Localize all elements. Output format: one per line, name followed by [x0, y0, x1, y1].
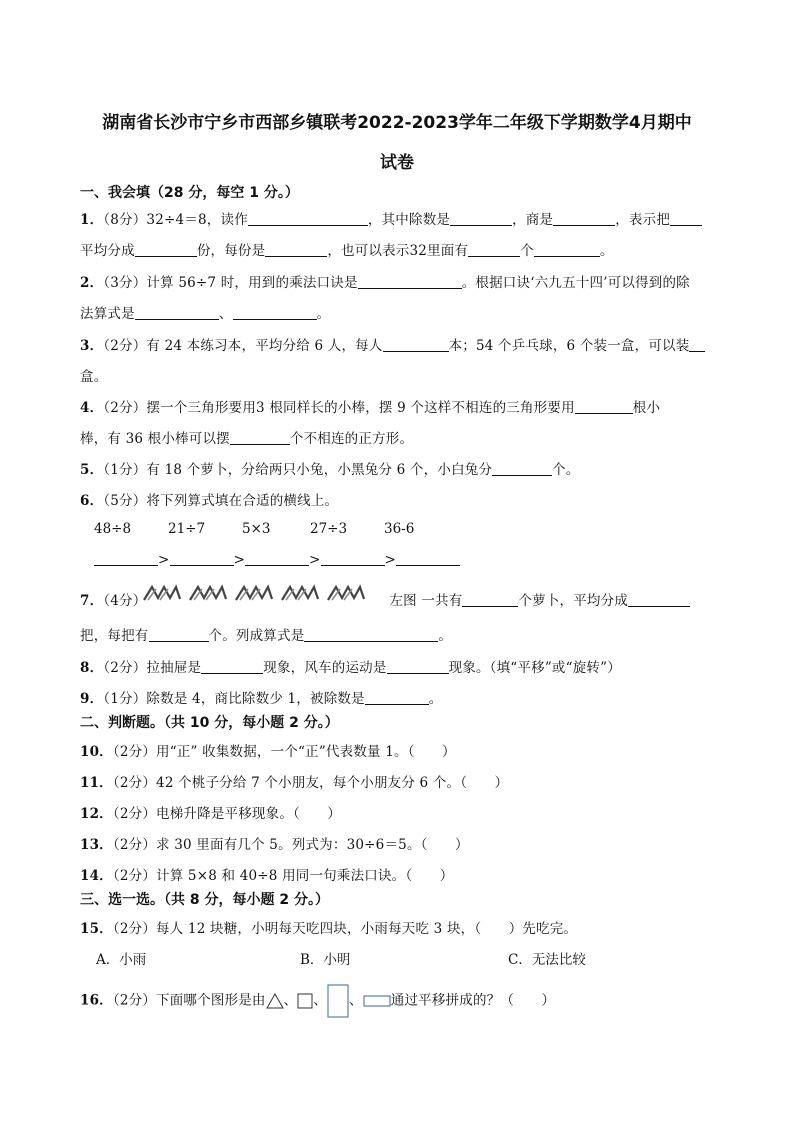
answer-blank[interactable] [233, 305, 317, 320]
question-5 [80, 458, 720, 478]
q-text: （5分）将下列算式填在合适的横线上。 [103, 493, 339, 509]
question-1-line2 [80, 239, 720, 259]
q-text: ，也可以表示32里面有 [327, 243, 469, 259]
question-number: 5． [80, 462, 104, 478]
question-15 [80, 917, 720, 937]
answer-blank[interactable] [135, 305, 219, 320]
answer-blank[interactable] [553, 211, 615, 226]
gt-sign: > [309, 552, 321, 568]
question-2-line1 [80, 271, 720, 291]
question-number: 12． [80, 806, 113, 822]
q-text: ，商是 [512, 212, 554, 228]
q-text: 通过平移拼成的？（ ） [390, 992, 556, 1009]
q-text: 个。 [552, 462, 580, 478]
question-number: 6． [80, 493, 104, 509]
question-number: 11． [80, 775, 113, 791]
section-1-heading: 一、我会填（28 分，每空 1 分。） [80, 185, 299, 201]
answer-blank[interactable] [383, 337, 449, 352]
question-4-line2 [80, 427, 720, 447]
question-13 [80, 833, 720, 853]
answer-blank[interactable] [321, 551, 385, 566]
answer-blank[interactable] [170, 551, 234, 566]
q-text: （2分）拉抽屉是 [103, 660, 202, 676]
option-a[interactable]: A．小雨 [96, 952, 147, 968]
carrot-bunch-icon [326, 584, 366, 602]
answer-blank[interactable] [248, 211, 368, 226]
q-text: （1分）除数是 4，商比除数少 1，被除数是 [103, 691, 365, 707]
question-6 [80, 489, 720, 509]
q-text: ，表示把 [615, 212, 671, 228]
q-text: 。 [438, 628, 453, 644]
q-text: （8分）32÷4＝8，读作 [103, 212, 248, 228]
answer-blank[interactable] [628, 592, 690, 607]
question-16 [80, 984, 720, 1018]
q-text: 法算式是 [80, 306, 135, 322]
ordering-blanks [94, 551, 734, 568]
answer-blank[interactable] [689, 337, 705, 352]
q-text: 。根据口诀‘六九五十四’可以得到的除 [461, 275, 690, 291]
expression-1: 48÷8 [94, 521, 132, 537]
question-8 [80, 656, 720, 676]
answer-blank[interactable] [201, 659, 263, 674]
answer-blank[interactable] [230, 430, 290, 445]
carrot-bunch-icon [142, 584, 182, 602]
q-text: 把，每把有 [80, 628, 149, 644]
question-9 [80, 687, 720, 707]
q-text: 现象。（填“平移”或“旋转”） [448, 660, 621, 676]
answer-blank[interactable] [534, 242, 600, 257]
question-number: 15． [80, 921, 113, 937]
answer-blank[interactable] [575, 399, 633, 414]
option-c[interactable]: C．无法比较 [508, 952, 586, 968]
question-2-line2 [80, 302, 720, 322]
expression-3: 5×3 [242, 521, 271, 537]
q-text: 左图 一共有 [389, 593, 463, 609]
answer-blank[interactable] [450, 211, 512, 226]
carrot-bunch-icon [234, 584, 274, 602]
q-text: 现象，风车的运动是 [263, 660, 387, 676]
question-number: 13． [80, 837, 113, 853]
answer-blank[interactable] [387, 659, 449, 674]
answer-blank[interactable] [358, 274, 462, 289]
question-number: 10． [80, 744, 113, 760]
q-text: 平均分成 [80, 243, 135, 259]
answer-blank[interactable] [462, 592, 518, 607]
q-text: （2分）42 个桃子分给 7 个小朋友，每个小朋友分 6 个。（ ） [112, 775, 509, 791]
q-text: 份，每份是 [196, 243, 266, 259]
q-text: 。 [316, 306, 331, 322]
exam-title-cont: 试卷 [380, 153, 414, 173]
q-text: 、 [218, 306, 233, 322]
answer-blank[interactable] [245, 551, 309, 566]
question-10 [80, 740, 720, 760]
question-number: 8． [80, 660, 104, 676]
q-text: ，其中除数是 [367, 212, 451, 228]
separator: 、 [313, 992, 328, 1009]
wide-rectangle-shape-icon [363, 995, 391, 1007]
question-1-line1 [80, 208, 720, 228]
gt-sign: > [384, 552, 397, 568]
q-text: 棒，有 36 根小棒可以摆 [80, 431, 230, 447]
q-text: （2分）电梯升降是平移现象。（ ） [112, 806, 342, 822]
q-text: （3分）计算 56÷7 时，用到的乘法口诀是 [103, 275, 358, 291]
question-number: 4． [80, 400, 104, 416]
answer-blank[interactable] [135, 242, 197, 257]
q-text: 。 [599, 243, 614, 259]
q-text: （2分）计算 5×8 和 40÷8 用同一句乘法口诀。（ ） [112, 868, 454, 884]
question-12 [80, 802, 720, 822]
q-text: 本；54 个乒乓球，6 个装一盒，可以装 [448, 338, 690, 354]
q-text: 个不相连的正方形。 [289, 431, 414, 447]
question-3-line2 [80, 365, 720, 385]
q-text: （2分）下面哪个图形是由 [112, 992, 266, 1009]
q-text: （2分）有 24 本练习本，平均分给 6 人，每人 [103, 338, 383, 354]
square-shape-icon [297, 993, 313, 1009]
question-number: 7． [80, 593, 104, 609]
answer-blank[interactable] [670, 211, 702, 226]
gt-sign: > [158, 552, 170, 568]
answer-blank[interactable] [149, 627, 209, 642]
option-b[interactable]: B．小明 [300, 952, 351, 968]
triangle-shape-icon [266, 993, 284, 1009]
q-text: （4分） [103, 593, 147, 609]
question-3-line1 [80, 334, 720, 354]
answer-blank[interactable] [468, 242, 520, 257]
answer-blank[interactable] [396, 551, 460, 566]
question-number: 16． [80, 992, 113, 1009]
q-text: （1分）有 18 个萝卜，分给两只小兔，小黑兔分 6 个，小白兔分 [103, 462, 493, 478]
q-text: 盒。 [80, 369, 108, 385]
question-number: 3． [80, 338, 104, 354]
question-14 [80, 864, 720, 884]
question-number: 9． [80, 691, 104, 707]
answer-blank[interactable] [365, 690, 429, 705]
q-text: （2分）每人 12 块糖，小明每天吃四块，小雨每天吃 3 块，（ ）先吃完。 [112, 921, 578, 937]
question-4-line1 [80, 396, 720, 416]
expression-4: 27÷3 [310, 521, 348, 537]
section-2-heading: 二、判断题。（共 10 分，每小题 2 分。） [80, 715, 339, 731]
q-text: （2分）求 30 里面有几个 5。列式为：30÷6＝5。（ ） [112, 837, 469, 853]
q-text: 根小 [632, 400, 661, 416]
tall-rectangle-shape-icon [327, 984, 349, 1018]
answer-blank[interactable] [265, 242, 327, 257]
separator: 、 [283, 992, 298, 1009]
gt-sign: > [233, 552, 246, 568]
question-11 [80, 771, 720, 791]
q-text: （2分）用“正” 收集数据，一个“正”代表数量 1。（ ） [112, 744, 456, 760]
q-text: 个萝卜，平均分成 [518, 593, 629, 609]
question-number: 2． [80, 275, 104, 291]
carrot-bunch-icon [280, 584, 320, 602]
q-text: （2分）摆一个三角形要用3 根同样长的小棒，摆 9 个这样不相连的三角形要用 [103, 400, 575, 416]
q-text: 个。列成算式是 [208, 628, 305, 644]
expression-2: 21÷7 [168, 521, 206, 537]
question-7-line2 [80, 624, 720, 644]
carrot-bunch-icon [188, 584, 228, 602]
answer-blank[interactable] [304, 627, 438, 642]
question-number: 14． [80, 868, 113, 884]
exam-title: 湖南省长沙市宁乡市西部乡镇联考2022-2023学年二年级下学期数学4月期中 [102, 113, 692, 133]
answer-blank[interactable] [492, 461, 552, 476]
separator: 、 [349, 992, 363, 1009]
q-text: 。 [428, 691, 443, 707]
expression-5: 36-6 [384, 521, 415, 537]
carrot-bunches [142, 584, 366, 602]
question-number: 1． [80, 212, 104, 228]
section-3-heading: 三、选一选。（共 8 分，每小题 2 分。） [80, 892, 329, 908]
answer-blank[interactable] [94, 551, 158, 566]
q-text: 个 [520, 243, 534, 259]
